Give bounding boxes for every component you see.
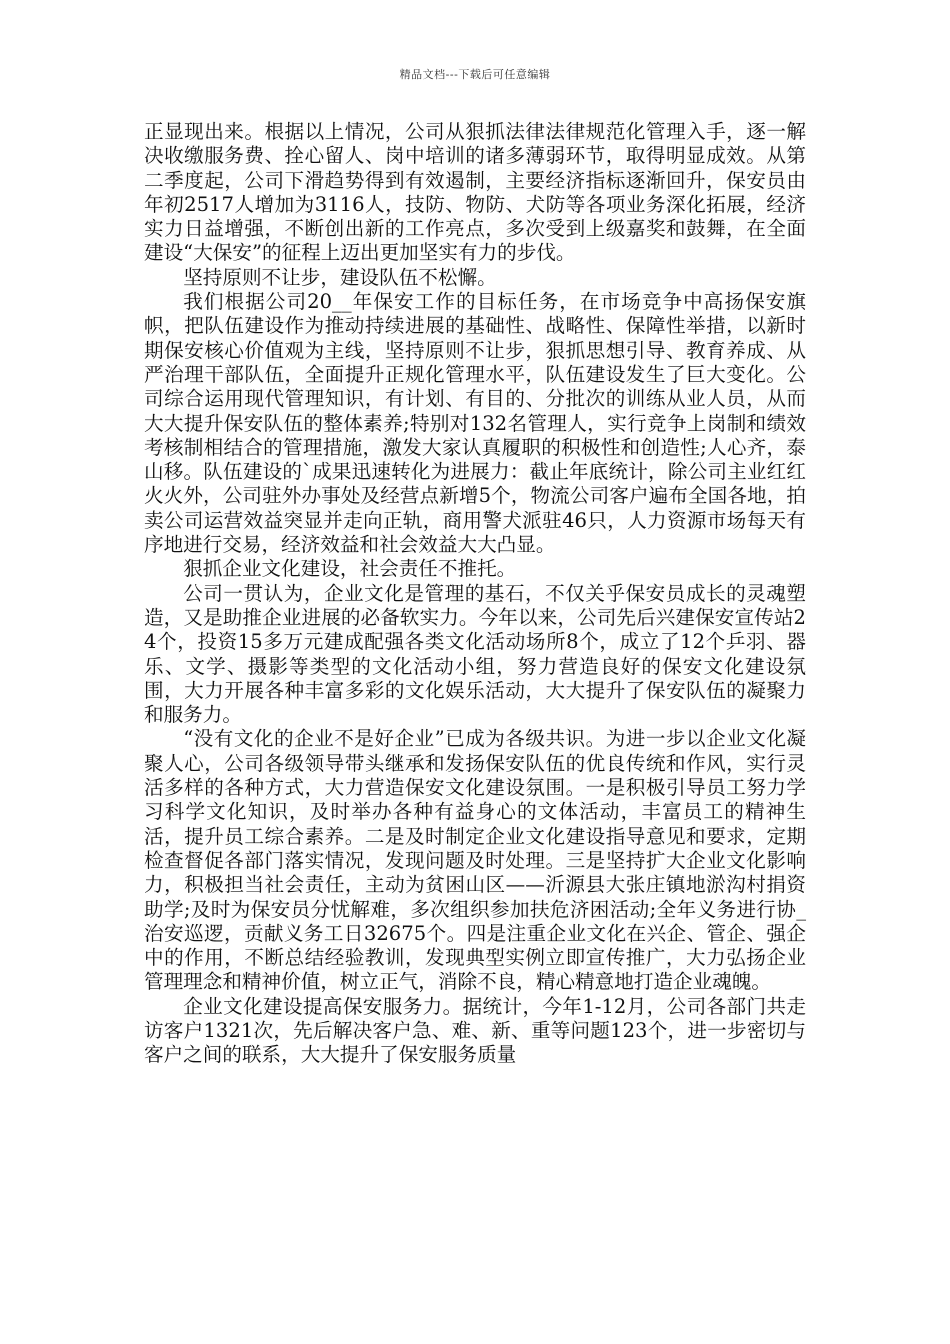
paragraph: “没有文化的企业不是好企业”已成为各级共识。为进一步以企业文化凝聚人心，公司各级领导带头继承和发扬保安队伍的优良传统和作风，实行灵活多样的各种方式，大力营造保安文化建设氛围。一是积极引导员工努力学习科学文化知识，及时举办各种有益身心的文体活动，丰富员工的精神生活，提升员工综合素养。二是及时制定企业文化建设指导意见和要求，定期检查督促各部门落实情况，发现问题及时处理。三是坚持扩大企业文化影响力，积极担当社会责任，主动为贫困山区——沂源县大张庄镇地淤沟村捐资助学;及时为保安员分忧解难，多次组织参加扶危济困活动;全年义务进行协_治安巡逻，贡献义务工日32675个。四是注重企业文化在兴企、管企、强企中的作用，不断总结经验教训，发现典型实例立即宣传推广，大力弘扬企业管理理念和精神价值，树立正气，消除不良，精心精意地打造企业魂魄。	[144, 727, 806, 994]
section-heading: 狠抓企业文化建设，社会责任不推托。	[183, 557, 517, 581]
paragraph: 我们根据公司20__年保安工作的目标任务，在市场竞争中高扬保安旗帜，把队伍建设作为推动持续进展的基础性、战略性、保障性举措，以新时期保安核心价值观为主线，坚持原则不让步，狠抓思想引导、教育养成、从严治理干部队伍，全面提升正规化管理水平，队伍建设发生了巨大变化。公司综合运用现代管理知识，有计划、有目的、分批次的训练从业人员，从而大大提升保安队伍的整体素养;特别对132名管理人，实行竞争上岗制和绩效考核制相结合的管理措施，激发大家认真履职的积极性和创造性;人心齐，泰山移。队伍建设的`成果迅速转化为进展力：截止年底统计，除公司主业红红火火外，公司驻外办事处及经营点新增5个，物流公司客户遍布全国各地，拍卖公司运营效益突显并走向正轨，商用警犬派驻46只，人力资源市场每天有序地进行交易，经济效益和社会效益大大凸显。	[144, 290, 806, 557]
paragraph: 公司一贯认为，企业文化是管理的基石，不仅关乎保安员成长的灵魂塑造，又是助推企业进展的必备软实力。今年以来，公司先后兴建保安宣传站24个，投资15多万元建成配强各类文化活动场所8个，成立了12个乒羽、器乐、文学、摄影等类型的文化活动小组，努力营造良好的保安文化建设氛围，大力开展各种丰富多彩的文化娱乐活动，大大提升了保安队伍的凝聚力和服务力。	[144, 581, 806, 727]
paragraph: 企业文化建设提高保安服务力。据统计，今年1-12月，公司各部门共走访客户1321次，先后解决客户急、难、新、重等问题123个，进一步密切与客户之间的联系，大大提升了保安服务质量	[144, 994, 806, 1067]
document-body	[144, 120, 806, 1068]
paragraph: 正显现出来。根据以上情况，公司从狠抓法律法律规范化管理入手，逐一解决收缴服务费、拴心留人、岗中培训的诸多薄弱环节，取得明显成效。从第二季度起，公司下滑趋势得到有效遏制，主要经济指标逐渐回升，保安员由年初2517人增加为3116人，技防、物防、犬防等各项业务深化拓展，经济实力日益增强，不断创出新的工作亮点，多次受到上级嘉奖和鼓舞，在全面建设“大保安”的征程上迈出更加坚实有力的步伐。	[144, 120, 806, 265]
page-header: 精品文档---下载后可任意编辑	[399, 68, 551, 81]
section-heading: 坚持原则不让步，建设队伍不松懈。	[183, 265, 497, 289]
